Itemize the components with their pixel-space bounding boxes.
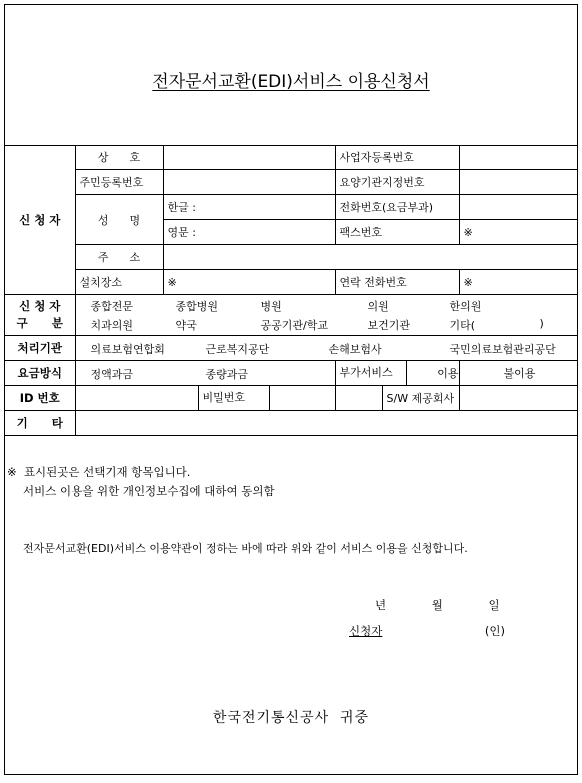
- category-option-close: ): [539, 317, 544, 330]
- company-field[interactable]: [163, 145, 335, 170]
- addon-cell: [335, 361, 459, 386]
- address-label: 주 소: [75, 245, 163, 270]
- category-option[interactable]: 약국: [175, 319, 197, 332]
- agency-options: [75, 336, 577, 361]
- password-field[interactable]: [336, 386, 383, 410]
- category-options: [75, 295, 577, 336]
- form-title: 전자문서교환(EDI)서비스 이용신청서: [152, 72, 430, 92]
- category-header-line1: 신 청 자: [19, 299, 61, 313]
- application-table: [5, 145, 577, 436]
- sw-label: S/W 제공회사: [386, 392, 455, 405]
- business-reg-label: 사업자등록번호: [335, 145, 459, 170]
- date-line: [375, 597, 542, 613]
- name-korean-field[interactable]: [163, 195, 335, 220]
- optional-mark: ※: [167, 275, 177, 289]
- agency-option[interactable]: 의료보험연합회: [90, 343, 165, 356]
- title-area: [5, 5, 577, 146]
- agency-option[interactable]: 국민의료보험관리공단: [449, 343, 556, 356]
- billing-option[interactable]: 종량과금: [205, 368, 249, 381]
- contact-field[interactable]: [459, 270, 577, 295]
- password-label: 비밀번호: [199, 386, 270, 410]
- category-option[interactable]: 종합병원: [175, 300, 219, 313]
- agreement-text: 전자문서교환(EDI)서비스 이용약관이 정하는 바에 따라 위와 같이 서비스 이용을 신청합니다.: [23, 542, 468, 555]
- agency-option[interactable]: 손해보험사: [328, 343, 382, 356]
- sw-cell: [335, 386, 459, 411]
- recipient: 한국전기통신공사 귀중: [212, 710, 370, 726]
- billing-options: [75, 361, 335, 386]
- notes: [7, 463, 275, 501]
- seal-mark: (인): [484, 624, 505, 638]
- company-label: 상 호: [75, 145, 163, 170]
- billing-option[interactable]: 정액과금: [90, 368, 134, 381]
- etc-header: 기 타: [5, 411, 75, 436]
- date-day: 일: [488, 598, 500, 612]
- resident-reg-field[interactable]: [163, 170, 335, 195]
- note-optional: ※ 표시된곳은 선택기재 항목입니다.: [7, 465, 191, 479]
- category-option[interactable]: 치과의원: [90, 319, 134, 332]
- category-option[interactable]: 한의원: [449, 300, 482, 313]
- agency-option[interactable]: 근로복지공단: [205, 343, 270, 356]
- category-header-line2: 구 분: [16, 316, 63, 330]
- password-field-start[interactable]: [270, 386, 335, 410]
- category-header: [5, 295, 75, 336]
- category-option[interactable]: 기타(: [449, 319, 476, 332]
- fax-field[interactable]: [459, 220, 577, 245]
- install-field[interactable]: [163, 270, 335, 295]
- english-label: 영문 :: [167, 226, 196, 239]
- optional-mark: ※: [463, 225, 473, 239]
- address-field[interactable]: [163, 245, 577, 270]
- application-form: [4, 4, 578, 775]
- category-option[interactable]: 의원: [367, 300, 389, 313]
- name-english-field[interactable]: [163, 220, 335, 245]
- note-consent: 서비스 이용을 위한 개인정보수집에 대하여 동의함: [23, 484, 275, 498]
- care-institution-field[interactable]: [459, 170, 577, 195]
- agency-header: 처리기관: [5, 336, 75, 361]
- category-option[interactable]: 공공기관/학교: [260, 319, 328, 332]
- category-option[interactable]: 병원: [260, 300, 282, 313]
- phone-field[interactable]: [459, 195, 577, 220]
- category-option[interactable]: 종합전문: [90, 300, 134, 313]
- name-label: 성 명: [75, 195, 163, 245]
- contact-label: 연락 전화번호: [335, 270, 459, 295]
- id-field[interactable]: [76, 386, 199, 410]
- etc-field[interactable]: [75, 411, 577, 436]
- sw-field[interactable]: [459, 386, 577, 411]
- resident-reg-label: 주민등록번호: [75, 170, 163, 195]
- business-reg-field[interactable]: [459, 145, 577, 170]
- addon-label: 부가서비스: [336, 361, 408, 385]
- korean-label: 한글 :: [167, 201, 196, 214]
- signature-line[interactable]: [349, 623, 505, 639]
- signature-label: 신청자: [349, 624, 383, 638]
- addon-option[interactable]: 이용: [437, 367, 459, 380]
- applicant-header: 신 청 자: [5, 145, 75, 295]
- install-label: 설치장소: [75, 270, 163, 295]
- billing-header: 요금방식: [5, 361, 75, 386]
- category-option[interactable]: 보건기관: [367, 319, 411, 332]
- phone-label: 전화번호(요금부과): [335, 195, 459, 220]
- fax-label: 팩스번호: [335, 220, 459, 245]
- date-month: 월: [431, 598, 443, 612]
- id-password-cell: [75, 386, 335, 411]
- optional-mark: ※: [463, 275, 473, 289]
- addon-option[interactable]: 불이용: [459, 361, 577, 386]
- care-institution-label: 요양기관지정번호: [335, 170, 459, 195]
- id-header: ID 번호: [5, 386, 75, 411]
- date-year: 년: [375, 598, 387, 612]
